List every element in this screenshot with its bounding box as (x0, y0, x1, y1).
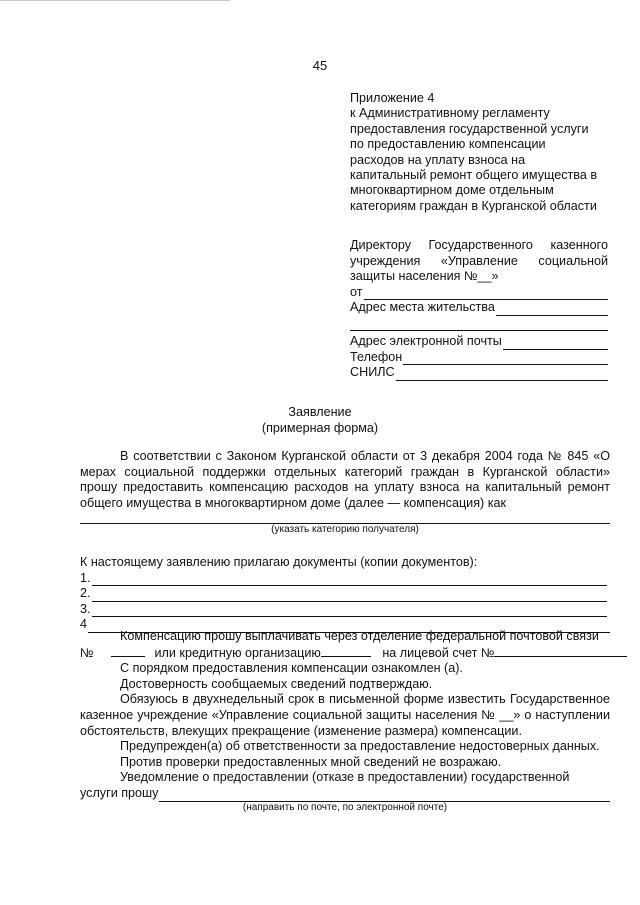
appendix-line: Приложение 4 (350, 91, 435, 105)
attachment-number: 3. (80, 601, 91, 616)
email-input-line[interactable] (503, 337, 608, 350)
phone-input-line[interactable] (403, 352, 608, 365)
oblige-text: Обязуюсь в двухнедельный срок в письменной форме известить Государственное казенное учреждение «Управление социальной защиты населения № __» о наступлении обстоятельств, влекущих прекращение (изменение размера) компенсации. (80, 692, 610, 738)
attachment-item[interactable] (80, 571, 610, 587)
category-caption: (указать категорию получателя) (271, 524, 419, 536)
notify-input-line[interactable] (159, 789, 610, 802)
appendix-line: расходов на уплату взноса на (350, 152, 526, 167)
phone-label: Телефон (350, 349, 403, 364)
credit-org-input[interactable] (321, 645, 371, 657)
address-field[interactable] (350, 300, 608, 316)
warned-text: Предупрежден(а) об ответственности за предоставление недостоверных данных. (120, 739, 600, 754)
from-label: от (350, 284, 363, 299)
payment-no-label: № (80, 645, 94, 660)
appendix-line: к Административному регламенту (350, 106, 550, 121)
address-continuation-line[interactable] (350, 318, 608, 331)
snils-label: СНИЛС (350, 365, 395, 380)
address-input-line[interactable] (496, 303, 608, 316)
acquainted-text: С порядком предоставления компенсации ознакомлен (а). (120, 661, 463, 676)
attachment-input-line[interactable] (92, 604, 607, 617)
category-input-line[interactable] (80, 511, 610, 524)
appendix-line: предоставления государственной услуги (350, 121, 589, 136)
attachment-item[interactable] (80, 586, 610, 602)
intro-text: В соответствии с Законом Курганской области от 3 декабря 2004 года № 845 «О мерах социальной поддержки отдельных категорий граждан в Курганской области» прошу предоставить компенсацию расходов на уплату взноса на капитальный ремонт общего имущества в многоквартирном доме (далее — компенсация) как (80, 449, 610, 510)
attachment-number: 1. (80, 570, 91, 585)
email-field[interactable] (350, 334, 608, 350)
notify-line-1: Уведомление о предоставлении (отказе в предоставлении) государственной (120, 770, 570, 785)
address-label: Адрес места жительства (350, 300, 495, 315)
snils-input-line[interactable] (396, 368, 608, 381)
attachments-section (80, 555, 610, 633)
attachment-item[interactable] (80, 602, 610, 618)
notify-label: услуги прошу (80, 785, 159, 800)
snils-field[interactable] (350, 365, 608, 381)
appendix-line: категориям граждан в Курганской области (350, 198, 597, 213)
from-field[interactable] (350, 285, 608, 301)
notify-caption: (направить по почте, по электронной почте) (242, 801, 448, 813)
post-office-number-input[interactable] (111, 645, 145, 657)
appendix-line: многоквартирном доме отдельным (350, 183, 554, 198)
page-number: 45 (312, 58, 328, 73)
account-label: на лицевой счет № (382, 645, 495, 660)
payment-section (80, 629, 610, 814)
recipient-block (350, 238, 608, 381)
payment-line-2 (80, 645, 610, 662)
attachment-number: 2. (80, 586, 91, 601)
from-input-line[interactable] (364, 287, 609, 300)
account-input[interactable] (494, 645, 627, 657)
intro-paragraph (80, 449, 610, 536)
phone-field[interactable] (350, 350, 608, 366)
document-title (0, 405, 640, 436)
no-objection-text: Против проверки предоставленных мной сведений не возражаю. (120, 754, 502, 769)
attachment-input-line[interactable] (92, 573, 607, 586)
appendix-heading (350, 91, 608, 214)
notify-field[interactable] (80, 786, 610, 802)
title-sub: (примерная форма) (261, 420, 379, 435)
confirm-text: Достоверность сообщаемых сведений подтверждаю. (120, 676, 433, 691)
appendix-line: по предоставлению компенсации (350, 137, 546, 152)
attachment-number: 4 (80, 617, 88, 632)
addressee: Директору Государственного казенного учреждения «Управление социальной защиты населения №__» (350, 238, 608, 284)
attachments-heading: К настоящему заявлению прилагаю документы (копии документов): (80, 555, 478, 569)
payment-line-1: Компенсацию прошу выплачивать через отделение федеральной почтовой связи (120, 629, 599, 643)
credit-org-label: или кредитную организацию (154, 645, 321, 660)
title-main: Заявление (288, 405, 352, 419)
top-border-line (0, 0, 230, 1)
appendix-line: капитальный ремонт общего имущества в (350, 168, 598, 183)
email-label: Адрес электронной почты (350, 333, 502, 348)
attachment-input-line[interactable] (92, 589, 607, 602)
